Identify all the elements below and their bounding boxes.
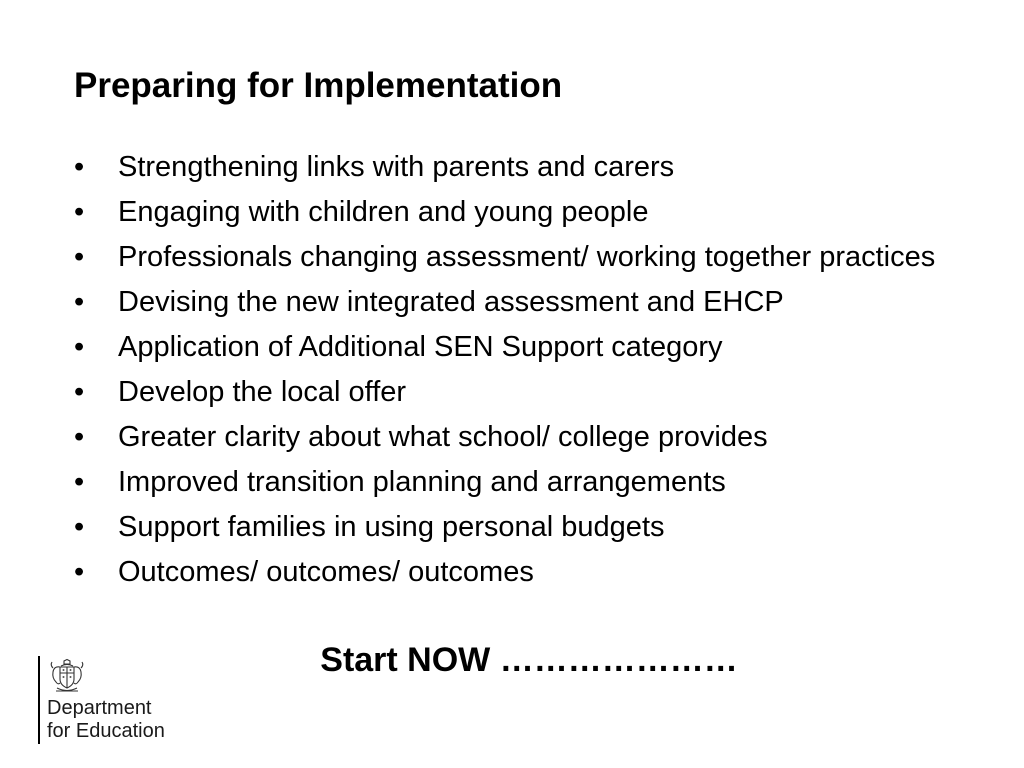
bullet-text: Support families in using personal budgets <box>118 511 665 543</box>
bullet-text: Engaging with children and young people <box>118 196 649 228</box>
bullet-icon: • <box>74 421 85 453</box>
list-item <box>74 194 974 231</box>
list-item <box>74 149 974 186</box>
list-item <box>74 374 974 411</box>
list-item <box>74 329 974 366</box>
bullet-icon: • <box>74 466 85 498</box>
bullet-icon: • <box>74 196 85 228</box>
list-item <box>74 509 974 546</box>
bullet-icon: • <box>74 241 85 273</box>
department-logo <box>38 656 198 744</box>
bullet-icon: • <box>74 376 85 408</box>
list-item <box>74 284 974 321</box>
bullet-text: Outcomes/ outcomes/ outcomes <box>118 556 534 588</box>
list-item <box>74 464 974 501</box>
bullet-icon: • <box>74 331 85 363</box>
bullet-icon: • <box>74 556 85 588</box>
bullet-list <box>74 149 974 599</box>
bullet-text: Strengthening links with parents and carers <box>118 151 675 183</box>
bullet-icon: • <box>74 151 85 183</box>
bullet-text: Greater clarity about what school/ college provides <box>118 421 768 453</box>
call-to-action: Start NOW ………………… <box>320 641 738 679</box>
bullet-icon: • <box>74 286 85 318</box>
list-item <box>74 419 974 456</box>
bullet-text: Professionals changing assessment/ working together practices <box>118 241 936 273</box>
bullet-text: Improved transition planning and arrangements <box>118 466 726 498</box>
bullet-icon: • <box>74 511 85 543</box>
logo-divider <box>38 656 40 744</box>
bullet-text: Devising the new integrated assessment and EHCP <box>118 286 784 318</box>
department-name <box>47 697 165 743</box>
bullet-text: Application of Additional SEN Support category <box>118 331 723 363</box>
department-name-line1: Department <box>47 697 152 719</box>
department-name-line2: for Education <box>47 720 165 742</box>
list-item <box>74 554 974 591</box>
list-item <box>74 239 974 276</box>
royal-crest-icon <box>47 658 87 696</box>
slide-title: Preparing for Implementation <box>74 66 563 105</box>
bullet-text: Develop the local offer <box>118 376 407 408</box>
